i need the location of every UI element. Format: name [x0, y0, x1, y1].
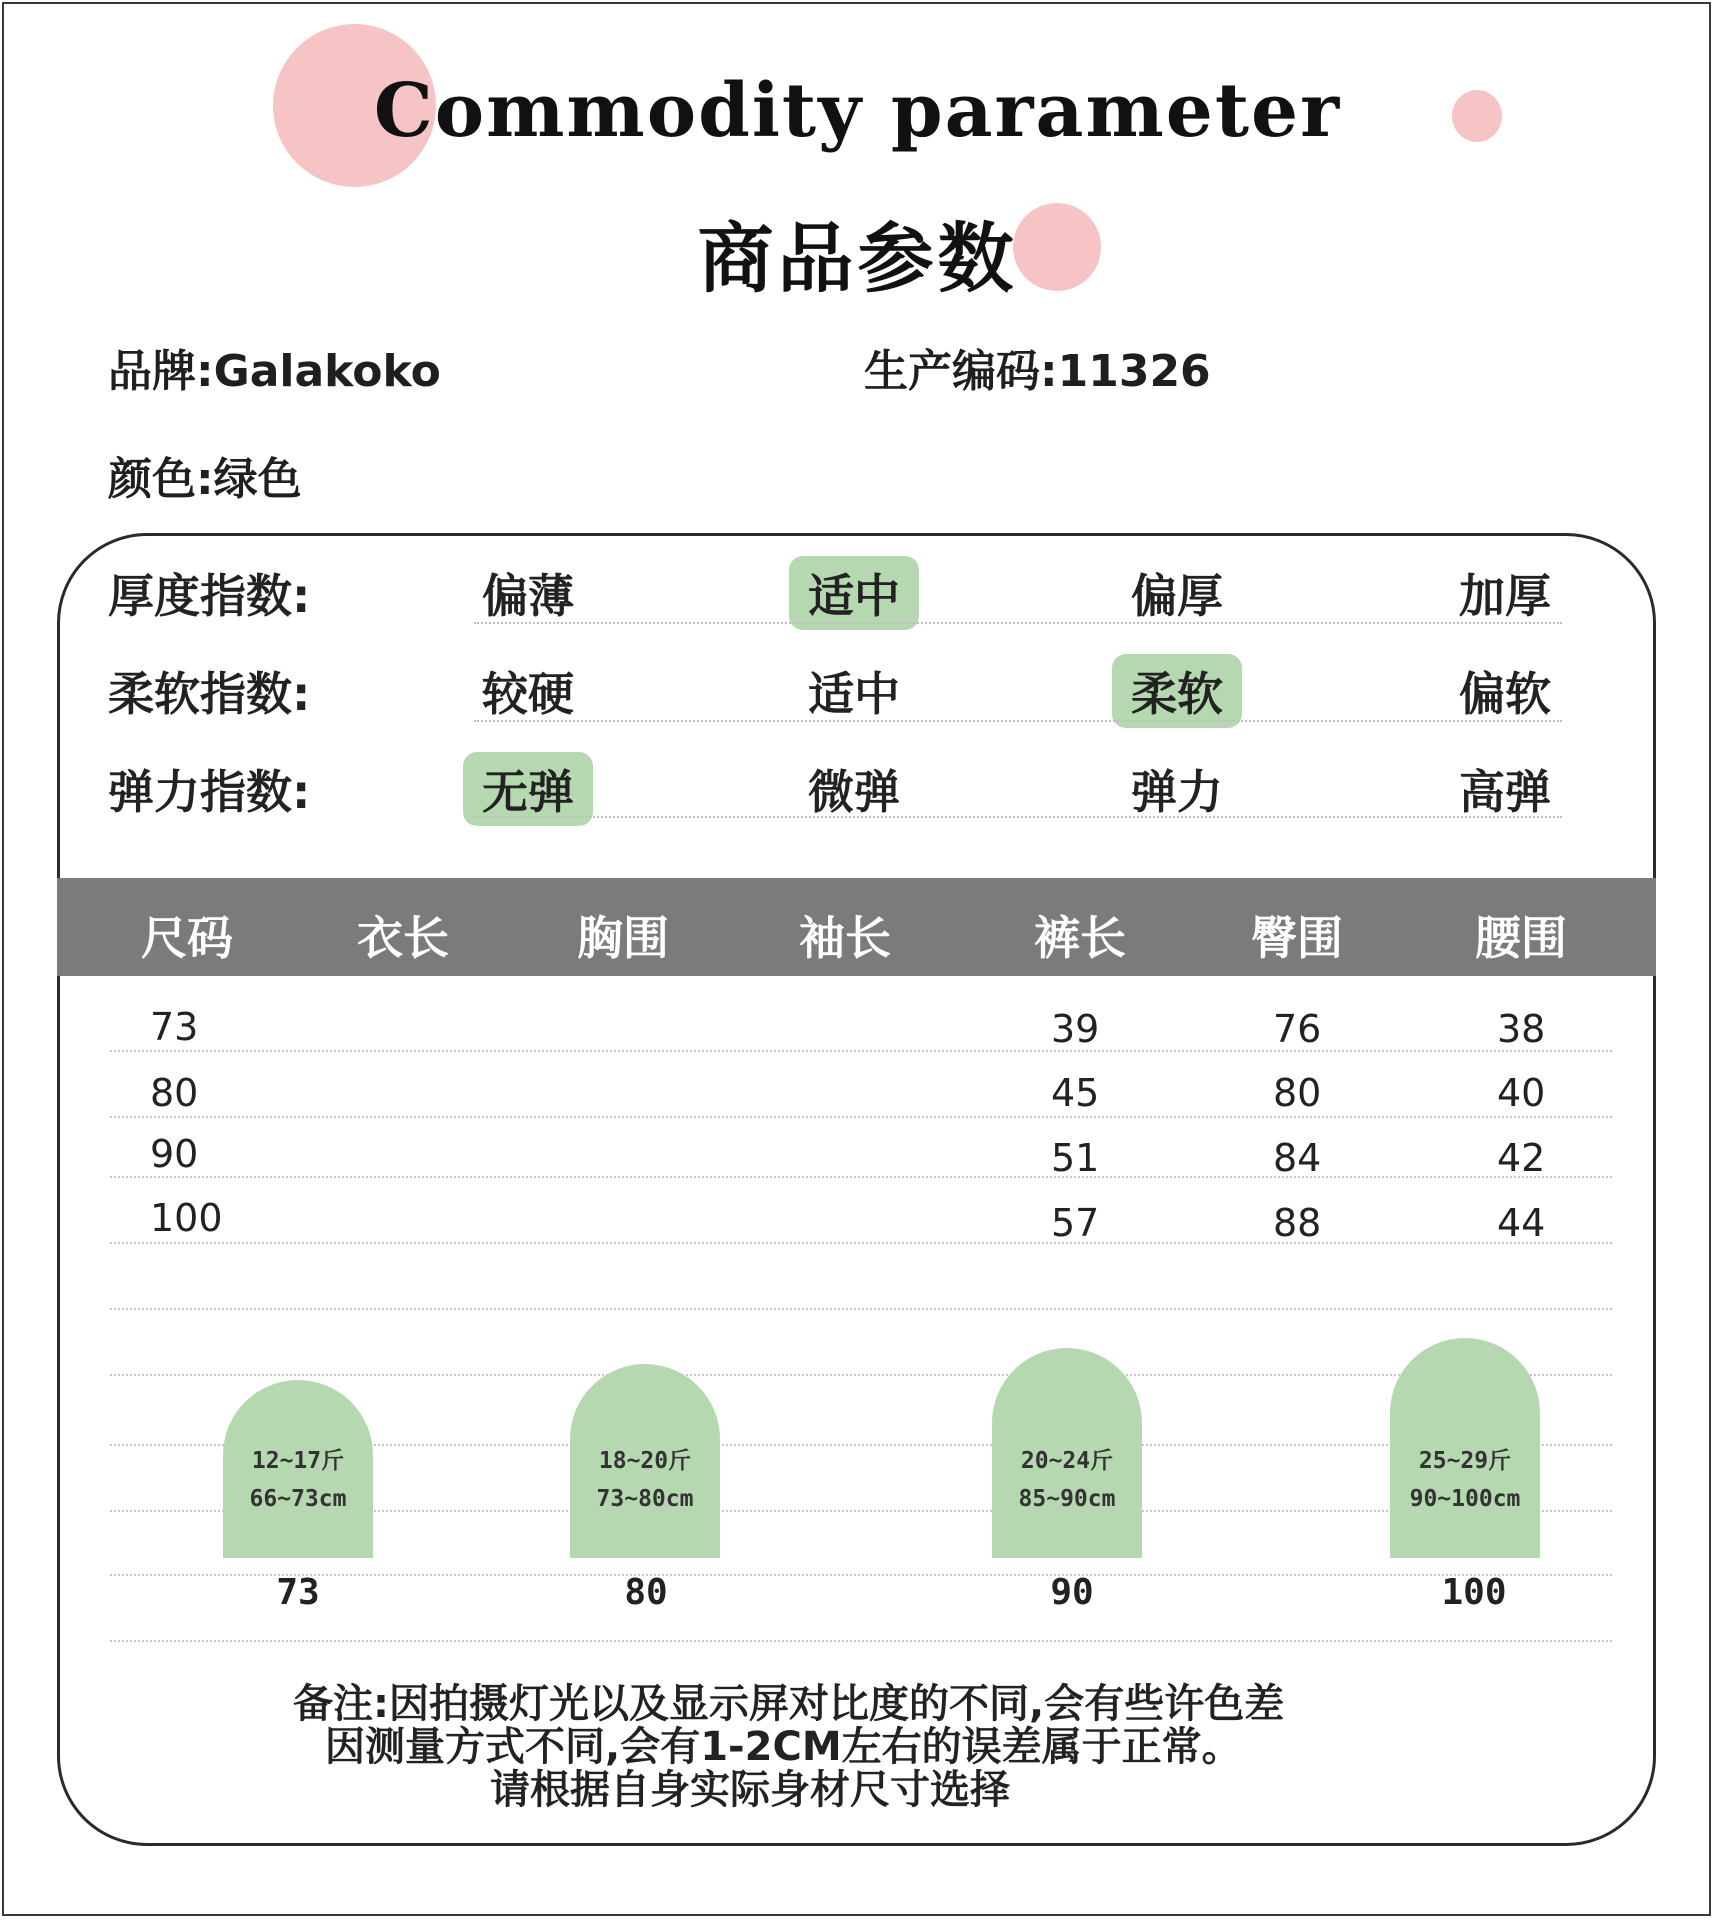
cell-hip: 80: [1273, 1071, 1322, 1115]
cell-size: 100: [150, 1196, 223, 1240]
cell-waist: 44: [1497, 1201, 1546, 1245]
thickness-option: 偏薄: [482, 569, 574, 623]
guide-line: [110, 1640, 1612, 1642]
thickness-option: 偏厚: [1131, 569, 1223, 623]
softness-option: 偏软: [1459, 667, 1551, 721]
row-divider: [110, 1116, 1612, 1118]
elasticity-option: 高弹: [1459, 765, 1551, 819]
size-guide-card: [1390, 1338, 1540, 1558]
cell-pants-length: 45: [1051, 1071, 1100, 1115]
softness-index-label: 柔软指数:: [108, 667, 311, 721]
thickness-index-label: 厚度指数:: [108, 569, 311, 623]
cell-hip: 84: [1273, 1136, 1322, 1180]
weight-range: 12~17斤: [251, 1448, 345, 1474]
row-divider: [110, 1242, 1612, 1244]
softness-option: 适中: [808, 667, 900, 721]
header-length: 衣长: [357, 911, 449, 965]
cell-waist: 40: [1497, 1071, 1546, 1115]
cell-waist: 42: [1497, 1136, 1546, 1180]
elasticity-option: 微弹: [808, 765, 900, 819]
guide-line: [110, 1308, 1612, 1310]
weight-range: 18~20斤: [598, 1448, 692, 1474]
weight-range: 25~29斤: [1418, 1448, 1512, 1474]
brand-info: 品牌:Galakoko: [108, 346, 441, 397]
row-divider: [110, 1176, 1612, 1178]
cell-size: 73: [150, 1005, 199, 1049]
cell-hip: 88: [1273, 1201, 1322, 1245]
thickness-option: 加厚: [1459, 569, 1551, 623]
size-guide-label: 73: [276, 1572, 320, 1613]
softness-option: 柔软: [1112, 654, 1242, 728]
header-waist: 腰围: [1475, 911, 1567, 965]
cell-waist: 38: [1497, 1007, 1546, 1051]
header-hip: 臀围: [1251, 911, 1343, 965]
size-guide-card: [223, 1380, 373, 1558]
size-guide-label: 90: [1050, 1572, 1094, 1613]
cell-hip: 76: [1273, 1007, 1322, 1051]
note-line: 请根据自身实际身材尺寸选择: [490, 1767, 1010, 1813]
size-guide-card: [992, 1348, 1142, 1558]
row-divider: [110, 1050, 1612, 1052]
thickness-option: 适中: [789, 556, 919, 630]
cell-pants-length: 51: [1051, 1136, 1100, 1180]
cell-size: 80: [150, 1071, 199, 1115]
elasticity-option: 无弹: [463, 752, 593, 826]
note-line: 备注:因拍摄灯光以及显示屏对比度的不同,会有些许色差: [293, 1681, 1285, 1727]
height-range: 90~100cm: [1409, 1486, 1521, 1512]
guide-line: [110, 1374, 1612, 1376]
header-pants-length: 裤长: [1034, 911, 1126, 965]
note-line: 因测量方式不同,会有1-2CM左右的误差属于正常。: [325, 1724, 1242, 1770]
elasticity-index-label: 弹力指数:: [108, 765, 311, 819]
header-size: 尺码: [141, 911, 233, 965]
height-range: 66~73cm: [249, 1486, 347, 1512]
row-divider: [474, 720, 1562, 722]
cell-pants-length: 39: [1051, 1007, 1100, 1051]
title-english: Commodity parameter: [373, 68, 1342, 154]
cell-size: 90: [150, 1132, 199, 1176]
height-range: 73~80cm: [596, 1486, 694, 1512]
header-chest: 胸围: [577, 911, 669, 965]
product-code-info: 生产编码:11326: [864, 346, 1211, 397]
parameter-panel: [57, 533, 1656, 1846]
row-divider: [474, 816, 1562, 818]
height-range: 85~90cm: [1018, 1486, 1116, 1512]
size-guide-label: 100: [1441, 1572, 1507, 1613]
title-chinese: 商品参数: [697, 214, 1018, 303]
color-info: 颜色:绿色: [108, 454, 302, 505]
weight-range: 20~24斤: [1020, 1448, 1114, 1474]
cell-pants-length: 57: [1051, 1201, 1100, 1245]
size-guide-card: [570, 1364, 720, 1558]
softness-option: 较硬: [482, 667, 574, 721]
elasticity-option: 弹力: [1131, 765, 1223, 819]
header-sleeve: 袖长: [799, 911, 891, 965]
row-divider: [474, 622, 1562, 624]
size-guide-label: 80: [624, 1572, 668, 1613]
